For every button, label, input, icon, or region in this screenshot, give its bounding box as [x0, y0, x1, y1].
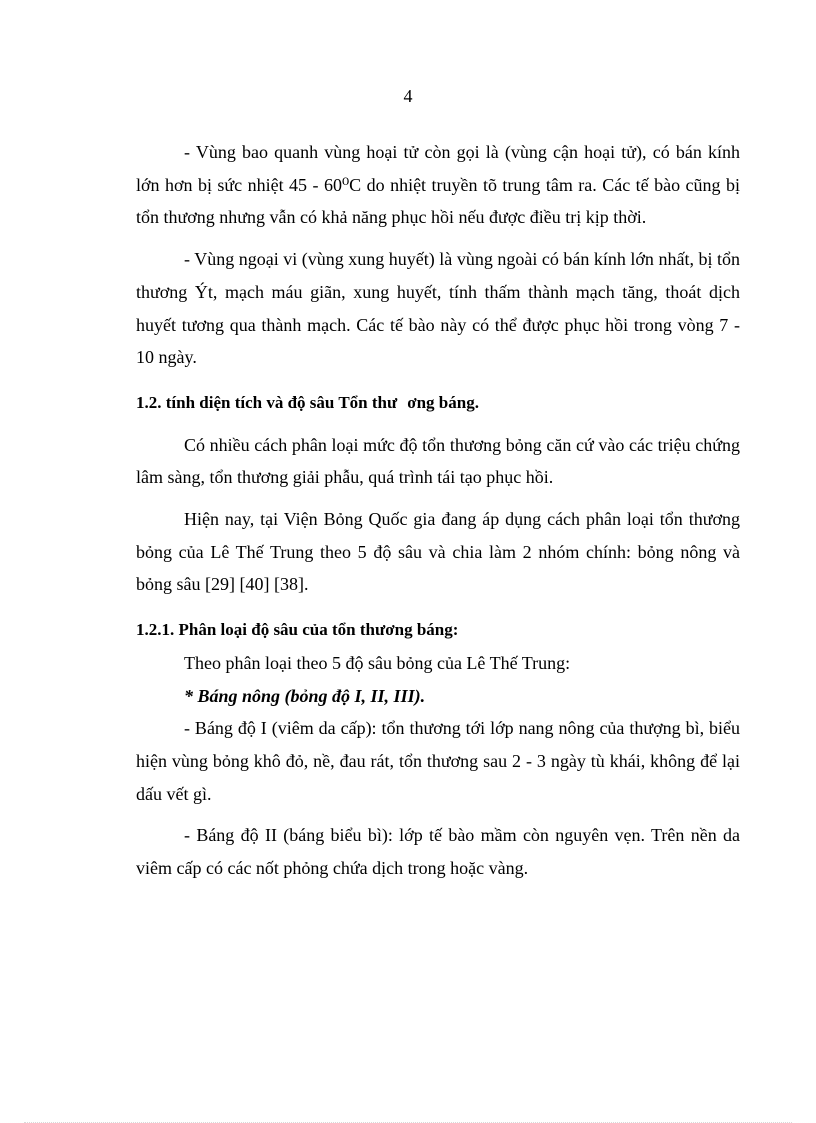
- paragraph-five-depths: Theo phân loại theo 5 độ sâu bỏng của Lê Thế Trung:: [184, 652, 571, 673]
- subheading-superficial-burns: * Báng nông (bỏng độ I, II, III).: [184, 685, 426, 706]
- paragraph-peripheral-zone: - Vùng ngoại vi (vùng xung huyết) là vùng ngoài có bán kính lớn nhất, bị tổn thương Ýt, mạch máu giãn, xung huyết, tính thấm thành mạch tăng, thoát dịch huyết tương qua thành mạch. Các tế bào này có thể được phục hồi trong vòng 7 - 10 ngày.: [136, 249, 740, 368]
- paragraph-classification-methods: Có nhiều cách phân loại mức độ tổn thương bỏng căn cứ vào các triệu chứng lâm sàng, tổn thương giải phẫu, quá trình tái tạo phục hồi.: [136, 434, 740, 488]
- section-heading-1-2-part-b: ơng báng.: [407, 392, 479, 412]
- paragraph-perinecrosis-zone: - Vùng bao quanh vùng hoại tử còn gọi là (vùng cận hoại tử), có bán kính lớn hơn bị sức nhiệt 45 - 60⁰C do nhiệt truyền tõ trung tâm ra. Các tế bào cũng bị tổn thương nhưng vẫn có khả năng phục hồi nếu được điều trị kịp thời.: [136, 142, 740, 228]
- paragraph-burn-degree-1: - Báng độ I (viêm da cấp): tổn thương tới lớp nang nông của thượng bì, biểu hiện vùng bỏng khô đỏ, nề, đau rát, tổn thương sau 2 - 3 ngày tù khái, không để lại dấu vết gì.: [136, 718, 740, 804]
- paragraph-national-burn-institute: Hiện nay, tại Viện Bỏng Quốc gia đang áp dụng cách phân loại tổn thương bỏng của Lê Thế Trung theo 5 độ sâu và chia làm 2 nhóm chính: bỏng nông và bỏng sâu [29] [40] [38].: [136, 509, 740, 595]
- section-heading-1-2-part-a: 1.2. tính diện tích và độ sâu Tổn thư: [136, 392, 398, 412]
- section-heading-1-2-1: 1.2.1. Phân loại độ sâu của tổn thương báng:: [136, 620, 459, 640]
- document-body: [136, 136, 740, 885]
- section-heading-1-2: [136, 383, 740, 420]
- page-number: 4: [403, 86, 413, 106]
- paragraph-burn-degree-2: - Báng độ II (báng biểu bì): lớp tế bào mầm còn nguyên vẹn. Trên nền da viêm cấp có các nốt phỏng chứa dịch trong hoặc vàng.: [136, 825, 740, 879]
